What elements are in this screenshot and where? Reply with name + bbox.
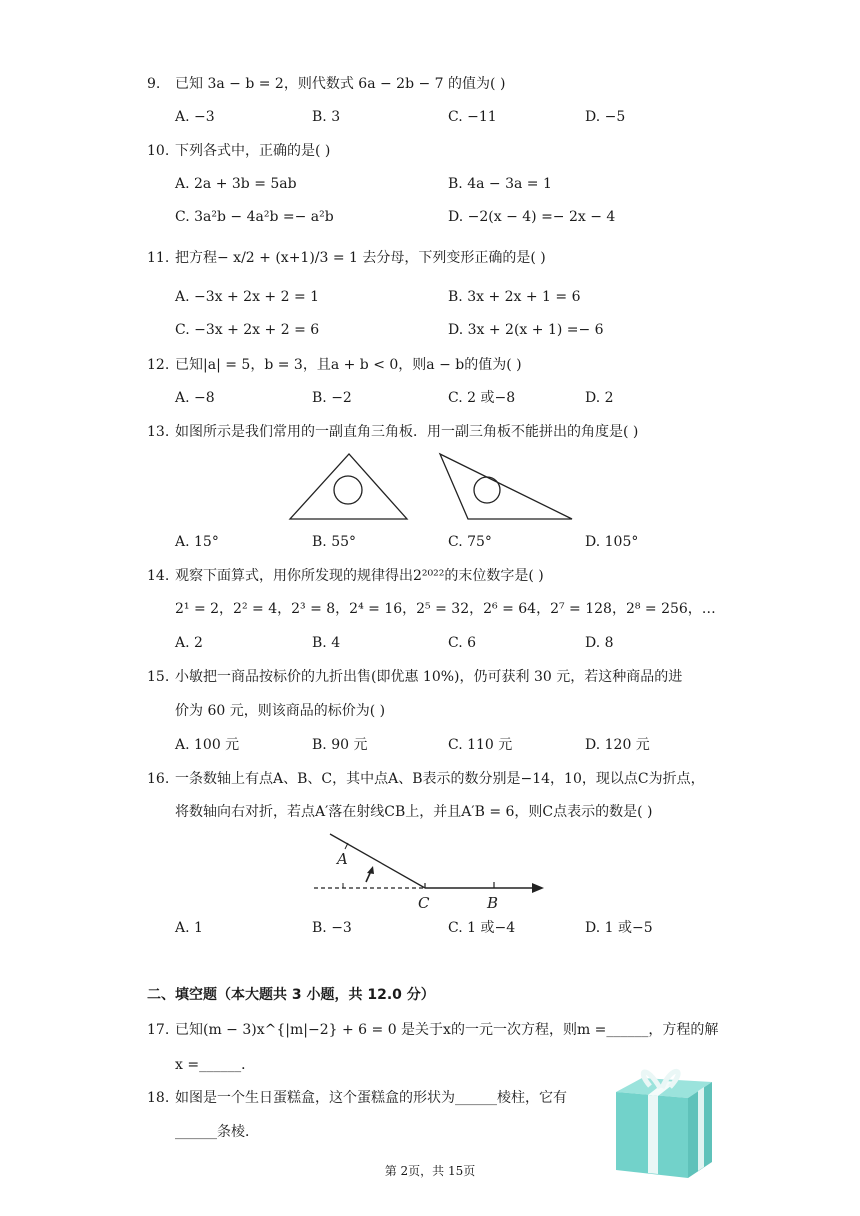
option-b: B. 3 <box>312 109 341 125</box>
option-d: D. 105° <box>585 534 639 550</box>
question-stem: 下列各式中，正确的是( ) <box>175 143 331 159</box>
label-a: A <box>337 850 348 868</box>
number-line-fold-figure <box>310 828 550 913</box>
question-stem: 已知|a| = 5，b = 3，且a + b < 0，则a − b的值为( ) <box>175 357 522 373</box>
question-number: 10. <box>147 143 170 159</box>
triangle-ruler-45 <box>290 454 407 519</box>
question-number: 13. <box>147 424 170 440</box>
option-d: D. 120 元 <box>585 737 650 753</box>
option-c: C. 1 或−4 <box>448 920 516 936</box>
page-footer: 第 2页，共 15页 <box>384 1164 476 1178</box>
label-c: C <box>418 894 430 912</box>
question-stem: 如图所示是我们常用的一副直角三角板．用一副三角板不能拼出的角度是( ) <box>175 424 639 440</box>
question-stem: 已知(m − 3)x^{|m|−2} + 6 = 0 是关于x的一元一次方程，则m =______，方程的解 <box>175 1022 719 1038</box>
triangle-ruler-30-60-hole <box>474 477 500 503</box>
question-stem: 一条数轴上有点A、B、C，其中点A、B表示的数分别是−14，10，现以点C为折点， <box>175 771 705 787</box>
question-number: 11. <box>147 250 170 266</box>
question-number: 18. <box>147 1090 170 1106</box>
option-b: B. 3x + 2x + 1 = 6 <box>448 289 581 305</box>
question-number: 9. <box>147 76 161 92</box>
ribbon-side <box>698 1087 704 1171</box>
option-b: B. 90 元 <box>312 737 368 753</box>
option-d: D. 1 或−5 <box>585 920 653 936</box>
option-d: D. −2(x − 4) =− 2x − 4 <box>448 209 616 225</box>
section-title: 二、填空题（本大题共 3 小题，共 12.0 分） <box>147 987 435 1003</box>
option-a: A. 100 元 <box>175 737 240 753</box>
option-c: C. 110 元 <box>448 737 513 753</box>
option-a: A. −3 <box>175 109 215 125</box>
option-c: C. 75° <box>448 534 492 550</box>
fold-arrowhead <box>367 866 374 874</box>
question-stem-continued: ______条棱． <box>175 1124 259 1140</box>
option-c: C. −3x + 2x + 2 = 6 <box>175 322 320 338</box>
option-d: D. 2 <box>585 390 614 406</box>
option-d: D. 3x + 2(x + 1) =− 6 <box>448 322 604 338</box>
option-a: A. −3x + 2x + 2 = 1 <box>175 289 320 305</box>
option-a: A. 2a + 3b = 5ab <box>175 176 297 192</box>
question-number: 17. <box>147 1022 170 1038</box>
option-b: B. 4a − 3a = 1 <box>448 176 552 192</box>
option-c: C. −11 <box>448 109 497 125</box>
option-a: A. 1 <box>175 920 203 936</box>
option-b: B. −2 <box>312 390 352 406</box>
pattern-line: 2¹ = 2，2² = 4，2³ = 8，2⁴ = 16，2⁵ = 32，2⁶ = 64，2⁷ = 128，2⁸ = 256，… <box>175 601 716 617</box>
triangle-rulers-figure <box>285 450 575 525</box>
question-stem-continued: x =______． <box>175 1057 256 1073</box>
option-b: B. 55° <box>312 534 357 550</box>
option-d: D. 8 <box>585 635 614 651</box>
question-number: 15. <box>147 669 170 685</box>
option-c: C. 2 或−8 <box>448 390 516 406</box>
option-a: A. 15° <box>175 534 219 550</box>
option-d: D. −5 <box>585 109 626 125</box>
option-a: A. −8 <box>175 390 215 406</box>
triangle-ruler-30-60 <box>440 454 572 519</box>
question-number: 16. <box>147 771 170 787</box>
question-number: 14. <box>147 568 170 584</box>
question-stem: 小敏把一商品按标价的九折出售(即优惠 10%)，仍可获利 30 元，若这种商品的进 <box>175 669 683 685</box>
question-stem: 观察下面算式，用你所发现的规律得出2²⁰²²的末位数字是( ) <box>175 568 544 584</box>
label-b: B <box>487 894 499 912</box>
axis-arrowhead <box>532 883 544 893</box>
question-stem-continued: 将数轴向右对折，若点A′落在射线CB上，并且A′B = 6，则C点表示的数是( ) <box>175 804 653 820</box>
question-stem: 把方程− x/2 + (x+1)/3 = 1 去分母，下列变形正确的是( ) <box>175 250 546 266</box>
question-number: 12. <box>147 357 170 373</box>
option-c: C. 6 <box>448 635 477 651</box>
question-stem: 已知 3a − b = 2，则代数式 6a − 2b − 7 的值为( ) <box>175 76 506 92</box>
triangle-ruler-45-hole <box>334 476 362 504</box>
question-stem-continued: 价为 60 元，则该商品的标价为( ) <box>175 703 386 719</box>
option-c: C. 3a²b − 4a²b =− a²b <box>175 209 334 225</box>
option-b: B. −3 <box>312 920 352 936</box>
question-stem: 如图是一个生日蛋糕盒，这个蛋糕盒的形状为______棱柱，它有 <box>175 1090 567 1106</box>
option-b: B. 4 <box>312 635 341 651</box>
option-a: A. 2 <box>175 635 203 651</box>
